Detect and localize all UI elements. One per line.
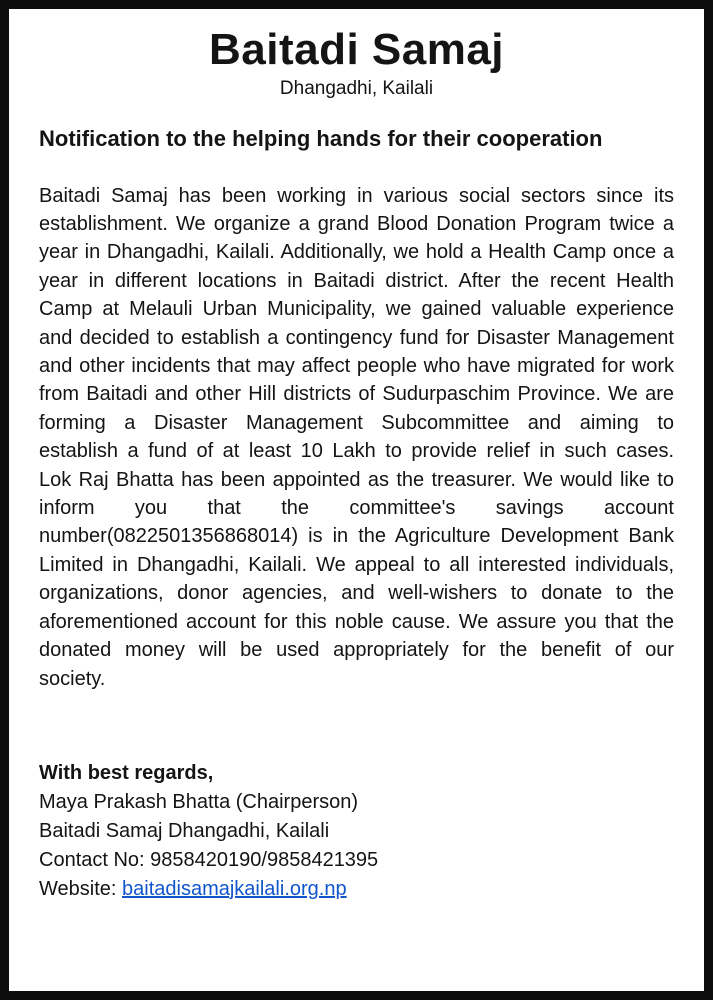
- signatory-organization: Baitadi Samaj Dhangadhi, Kailali: [39, 819, 330, 842]
- website-link[interactable]: baitadisamajkailali.org.np: [122, 877, 347, 900]
- notification-heading: Notification to the helping hands for their cooperation: [39, 125, 603, 151]
- contact-line: Contact No: 9858420190/9858421395: [39, 848, 379, 871]
- body-paragraph: Baitadi Samaj has been working in various social sectors since its establishment. We organize a grand Blood Donation Program twice a year in Dhangadhi, Kailali. Additionally, we hold a Health Camp once a year in different locations in Baitadi district. After the recent Health Camp at Melauli Urban Municipality, we gained valuable experience and decided to establish a contingency fund for Disaster Management and other incidents that may affect people who have migrated for work from Baitadi and other Hill districts of Sudurpaschim Province. We are forming a Disaster Management Subcommittee and aiming to establish a fund of at least 10 Lakh to provide relief in such cases. Lok Raj Bhatta has been appointed as the treasurer. We would like to inform you that the committee's savings account number(0822501356868014) is in the Agriculture Development Bank Limited in Dhangadhi, Kailali. We appeal to all interested individuals, organizations, donor agencies, and well-wishers to donate to the aforementioned account for this noble cause. We assure you that the donated money will be used appropriately for the benefit of our society.: [39, 184, 674, 690]
- website-line: [39, 875, 674, 904]
- page-title: Baitadi Samaj: [208, 25, 505, 74]
- signatory-name: Maya Prakash Bhatta (Chairperson): [39, 790, 359, 813]
- website-label: Website:: [39, 877, 117, 900]
- page-subtitle: Dhangadhi, Kailali: [279, 77, 434, 99]
- closing-line: With best regards,: [39, 761, 214, 784]
- signature-block: [39, 759, 674, 904]
